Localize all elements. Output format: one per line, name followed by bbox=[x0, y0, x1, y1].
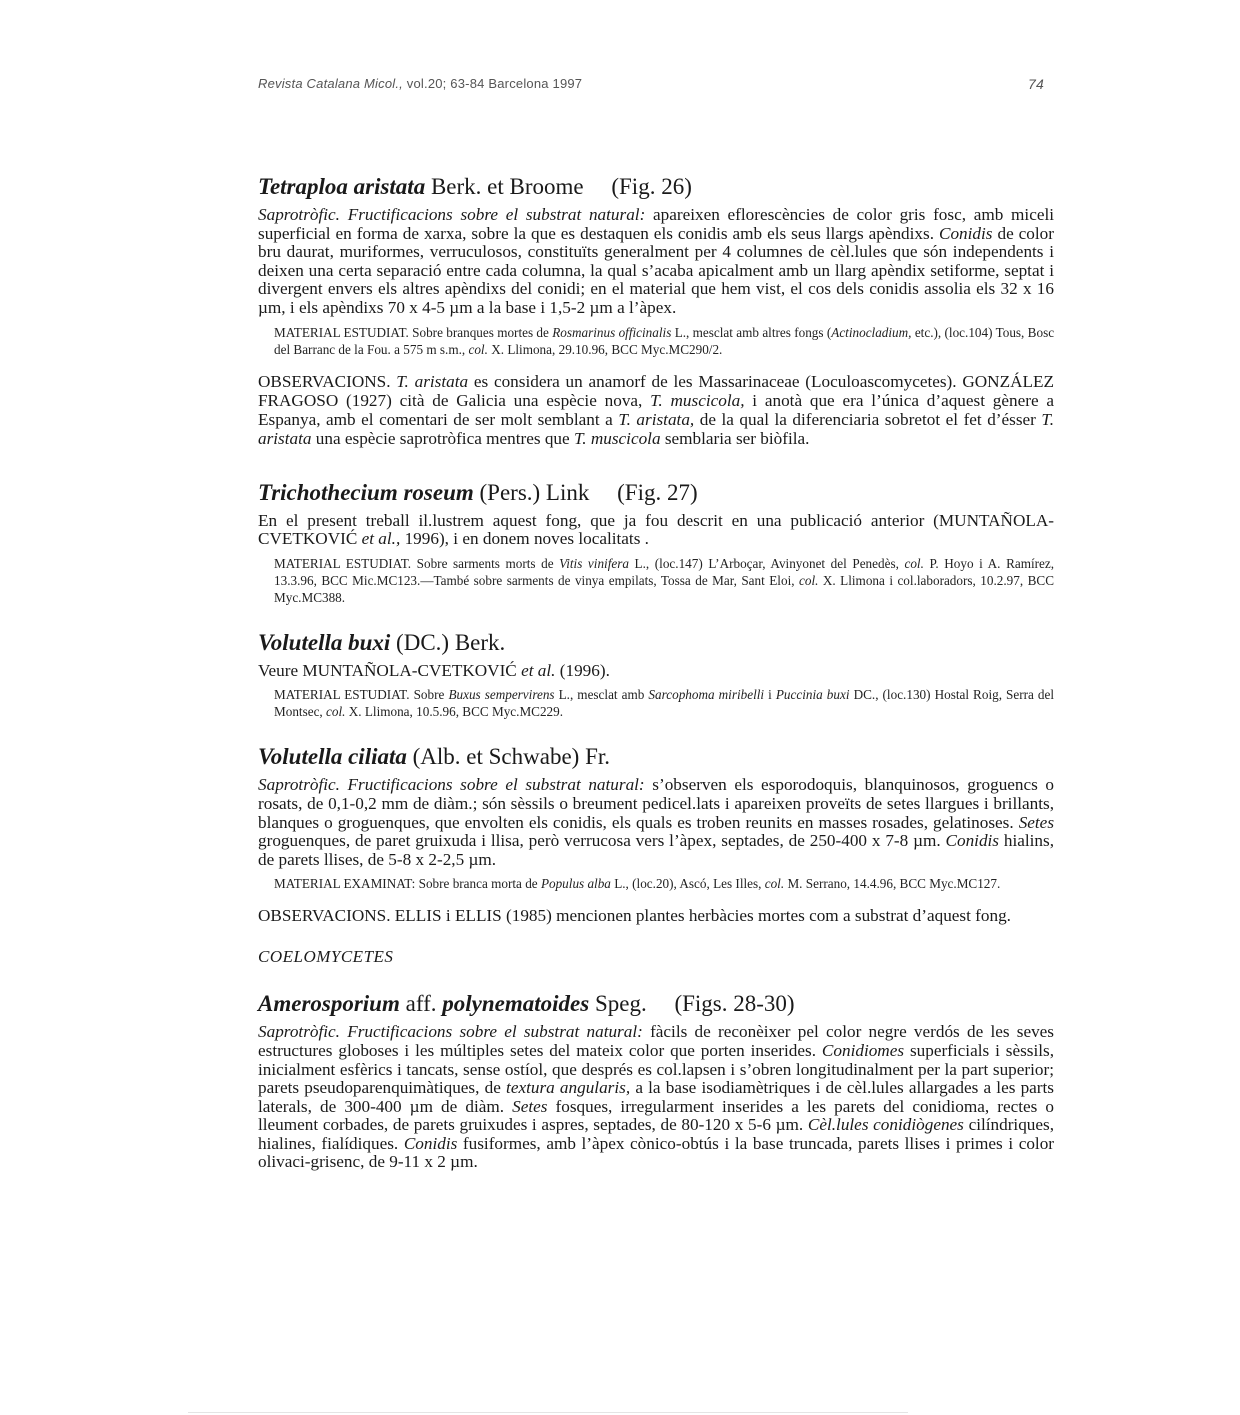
observations-paragraph: OBSERVACIONS. ELLIS i ELLIS (1985) mencionen plantes herbàcies mortes com a substrat d’aquest fong. bbox=[258, 906, 1011, 926]
species-heading-trichothecium bbox=[258, 478, 1054, 508]
text-run: Populus alba bbox=[540, 876, 611, 892]
text-run: T. aristata bbox=[258, 409, 1054, 448]
affinity-mark: aff. bbox=[405, 991, 437, 1017]
text-run: Saprotròfic. bbox=[258, 205, 340, 224]
text-run: OBSERVACIONS. bbox=[258, 371, 391, 391]
species-authority: (Pers.) Link bbox=[479, 479, 590, 505]
species-name: Trichothecium roseum bbox=[258, 479, 474, 505]
species-authority: (Alb. et Schwabe) Fr. bbox=[412, 744, 611, 770]
page-content bbox=[258, 172, 1054, 1172]
species-heading-volutella-ciliata bbox=[258, 742, 1054, 772]
description-paragraph bbox=[258, 206, 1054, 318]
text-run: Setes bbox=[512, 1096, 548, 1116]
text-run: fusiformes, amb l’àpex cònico-obtús i la base truncada, parets llises i primes i color olivaci-grisenc, de 9-11 x 2 µm. bbox=[258, 1133, 1055, 1172]
text-run: i anotà que era l’única d’aquest gènere a Espanya, amb el comentari de ser molt semblant a bbox=[258, 390, 1054, 429]
text-run: MATERIAL ESTUDIAT. Sobre branques mortes de bbox=[274, 324, 549, 340]
text-run: et al. bbox=[521, 660, 556, 680]
description-paragraph bbox=[258, 512, 1054, 549]
text-run: Veure MUNTAÑOLA-CVETKOVIĆ bbox=[258, 660, 517, 680]
text-run: T. aristata bbox=[396, 371, 469, 391]
text-run: col. bbox=[764, 876, 785, 892]
text-run: Conidis bbox=[939, 223, 993, 243]
text-run: apareixen eflorescències de color gris fosc, amb miceli superficial en forma de xarxa, sobre la que es destaquen els conidis amb els seus llargs apèndixs. bbox=[258, 205, 1055, 243]
spacer bbox=[258, 606, 1054, 628]
text-run: L., mesclat amb bbox=[558, 687, 645, 703]
text-run: col. bbox=[468, 341, 488, 357]
text-run: L., mesclat amb altres fongs ( bbox=[674, 324, 832, 340]
species-authority: Berk. et Broome bbox=[430, 174, 584, 199]
spacer bbox=[258, 448, 1054, 478]
text-run: Conidis bbox=[403, 1133, 458, 1153]
text-run: MATERIAL ESTUDIAT. Sobre bbox=[274, 687, 445, 703]
text-run: Setes bbox=[1018, 812, 1055, 832]
text-run: M. Serrano, 14.4.96, BCC Myc.MC127. bbox=[787, 876, 1001, 892]
text-run: fosques, irregularment inserides a les parets del conidioma, rectes o lleument corbades, de parets gruixudes i aspres, septades, de 80-120 x 5-6 µm. bbox=[258, 1096, 1055, 1135]
text-run: superficials i sèssils, inicialment esfèrics i tancats, sense ostíol, que després es col.lapsen i s’obren longitudinalment per la part superior; parets pseudoparenquimàtiques, de bbox=[258, 1040, 1054, 1098]
text-run: Rosmarinus officinalis bbox=[552, 324, 672, 340]
text-run: Saprotròfic. Fructificacions sobre el substrat natural: bbox=[258, 1022, 643, 1042]
text-run: col. bbox=[904, 555, 924, 571]
text-run: DC., (loc.130) Hostal Roig, Serra del Montsec, bbox=[274, 687, 1055, 720]
text-run: a la base isodiamètriques i de cèl.lules allargades a les parts laterals, de 300-400 µm de diàm. bbox=[258, 1078, 1054, 1116]
material-paragraph bbox=[274, 324, 1054, 358]
spacer bbox=[258, 967, 1054, 989]
text-run: Cèl.lules conidiògenes bbox=[807, 1115, 964, 1135]
text-run: Sarcophoma miribelli bbox=[648, 687, 765, 703]
text-run: de color bru daurat, muriformes, verruculosos, constituïts generalment per 4 columnes de cèl.lules que són independents i deixen una certa separació entre cada columna, la qual s’acaba apicalment amb un llarg apèndix setiforme, septat i divergent envers els altres apèndixs del conidi; en el material que hem vist, el cos dels conidis assolia els 32 x 16 µm, i els apèndixs 70 x 4-5 µm a la base i 1,5-2 µm a l’àpex. bbox=[258, 223, 1054, 317]
running-header bbox=[258, 76, 1044, 91]
species-heading-tetraploa bbox=[258, 172, 1054, 202]
text-run: Conidiomes bbox=[821, 1040, 905, 1060]
text-run: MATERIAL ESTUDIAT. Sobre sarments morts de bbox=[274, 555, 554, 571]
species-authority: (DC.) Berk. bbox=[396, 629, 506, 655]
text-run: MATERIAL EXAMINAT: Sobre branca morta de bbox=[274, 876, 538, 892]
material-paragraph bbox=[274, 555, 1054, 606]
species-name: Tetraploa aristata bbox=[258, 174, 426, 199]
species-authority: Speg. bbox=[594, 991, 647, 1017]
journal-title: Revista Catalana Micol., bbox=[258, 76, 403, 91]
text-run: cilíndriques, hialines, fialídiques. bbox=[258, 1115, 1055, 1153]
text-run: X. Llimona, 10.5.96, BCC Myc.MC229. bbox=[348, 704, 564, 720]
text-run: i bbox=[768, 687, 772, 703]
scan-edge-line bbox=[188, 1412, 908, 1413]
journal-volume: vol.20; 63-84 Barcelona 1997 bbox=[406, 76, 583, 91]
text-run: En el present treball il.lustrem aquest fong, que ja fou descrit en una publicació anterior (MUNTAÑOLA-CVETKOVIĆ bbox=[258, 510, 1054, 549]
text-run: X. Llimona i col.laboradors, 10.2.97, BCC Myc.MC388. bbox=[274, 572, 1054, 605]
text-run: textura angularis, bbox=[506, 1078, 631, 1098]
description-paragraph bbox=[258, 1023, 1054, 1172]
description-paragraph bbox=[258, 776, 1054, 869]
text-run: col. bbox=[799, 572, 819, 588]
text-run: es considera un anamorf de les Massarinaceae (Loculoascomycetes). GONZÁLEZ FRAGOSO (1927) cità de Galicia una espècie nova, bbox=[258, 371, 1054, 410]
text-run: L., (loc.20), Ascó, Les Illes, bbox=[614, 876, 762, 892]
spacer bbox=[258, 720, 1054, 742]
text-run: L., (loc.147) L’Arboçar, Avinyonet del Penedès, bbox=[634, 555, 899, 571]
text-run: Actinocladium, bbox=[831, 324, 912, 340]
text-run: fàcils de reconèixer pel color negre verdós de les seves estructures globoses i les múltiples setes del mateix color que porten inserides. bbox=[258, 1022, 1054, 1060]
text-run: etc.), (loc.104) Tous, Bosc del Barranc de la Fou. a 575 m s.m., bbox=[274, 324, 1055, 357]
text-run: P. Hoyo i A. Ramírez, 13.3.96, BCC Mic.MC123.—També sobre sarments de vinya empilats, Tossa de Mar, Sant Eloi, bbox=[274, 555, 1055, 588]
text-run: col. bbox=[326, 704, 346, 720]
text-run: T. muscicola bbox=[573, 428, 661, 448]
text-run: groguenques, de paret gruixuda i llisa, però verrucosa vers l’àpex, septades, de 250-400 x 7-8 µm. bbox=[258, 831, 941, 851]
figure-reference: (Fig. 27) bbox=[617, 479, 698, 505]
text-run: Vitis vinifera bbox=[559, 555, 629, 571]
material-paragraph bbox=[274, 875, 1054, 892]
text-run: et al., bbox=[361, 529, 401, 549]
text-run: de la qual la diferenciaria sobretot el fet d’ésser bbox=[699, 409, 1036, 429]
species-heading-amerosporium bbox=[258, 989, 1054, 1019]
material-paragraph bbox=[274, 686, 1054, 720]
text-run: Puccinia buxi bbox=[775, 687, 850, 703]
species-name: Volutella buxi bbox=[258, 629, 391, 655]
text-run: 1996), i en donem noves localitats . bbox=[404, 529, 649, 549]
section-heading-coelomycetes: COELOMYCETES bbox=[258, 947, 394, 967]
figure-reference: (Fig. 26) bbox=[611, 174, 692, 199]
observations-paragraph bbox=[258, 372, 1054, 448]
text-run: T. muscicola, bbox=[650, 390, 745, 410]
page-number: 74 bbox=[1028, 76, 1044, 92]
genus-name: Amerosporium bbox=[258, 991, 400, 1017]
figure-reference: (Figs. 28-30) bbox=[674, 991, 795, 1017]
text-run: Fructificacions sobre el substrat natural: bbox=[347, 205, 646, 224]
text-run: Saprotròfic. Fructificacions sobre el substrat natural: bbox=[258, 775, 645, 795]
text-run: s’observen els esporodoquis, blanquinosos, groguencs o rosats, de 0,1-0,2 mm de diàm.; són sèssils o breument pedicel.lats i apareixen proveïts de setes llargues i brillants, blanques o groguenques, que envolten els conidis, els quals es troben reunits en masses rosades, gelatinoses. bbox=[258, 775, 1055, 832]
text-run: (1996). bbox=[559, 660, 610, 680]
text-run: T. aristata, bbox=[618, 409, 695, 429]
species-name: Volutella ciliata bbox=[258, 744, 407, 770]
spacer bbox=[258, 925, 1054, 947]
text-run: Conidis bbox=[945, 831, 999, 851]
text-run: hialins, de parets llises, de 5-8 x 2-2,5 µm. bbox=[258, 831, 1054, 869]
text-run: X. Llimona, 29.10.96, BCC Myc.MC290/2. bbox=[491, 341, 723, 357]
epithet-name: polynematoides bbox=[442, 991, 590, 1017]
text-run: semblaria ser biòfila. bbox=[664, 428, 810, 448]
text-run: Buxus sempervirens bbox=[448, 687, 555, 703]
description-paragraph bbox=[258, 662, 1054, 681]
species-heading-volutella-buxi bbox=[258, 628, 1054, 658]
text-run: una espècie saprotròfica mentres que bbox=[315, 428, 570, 448]
